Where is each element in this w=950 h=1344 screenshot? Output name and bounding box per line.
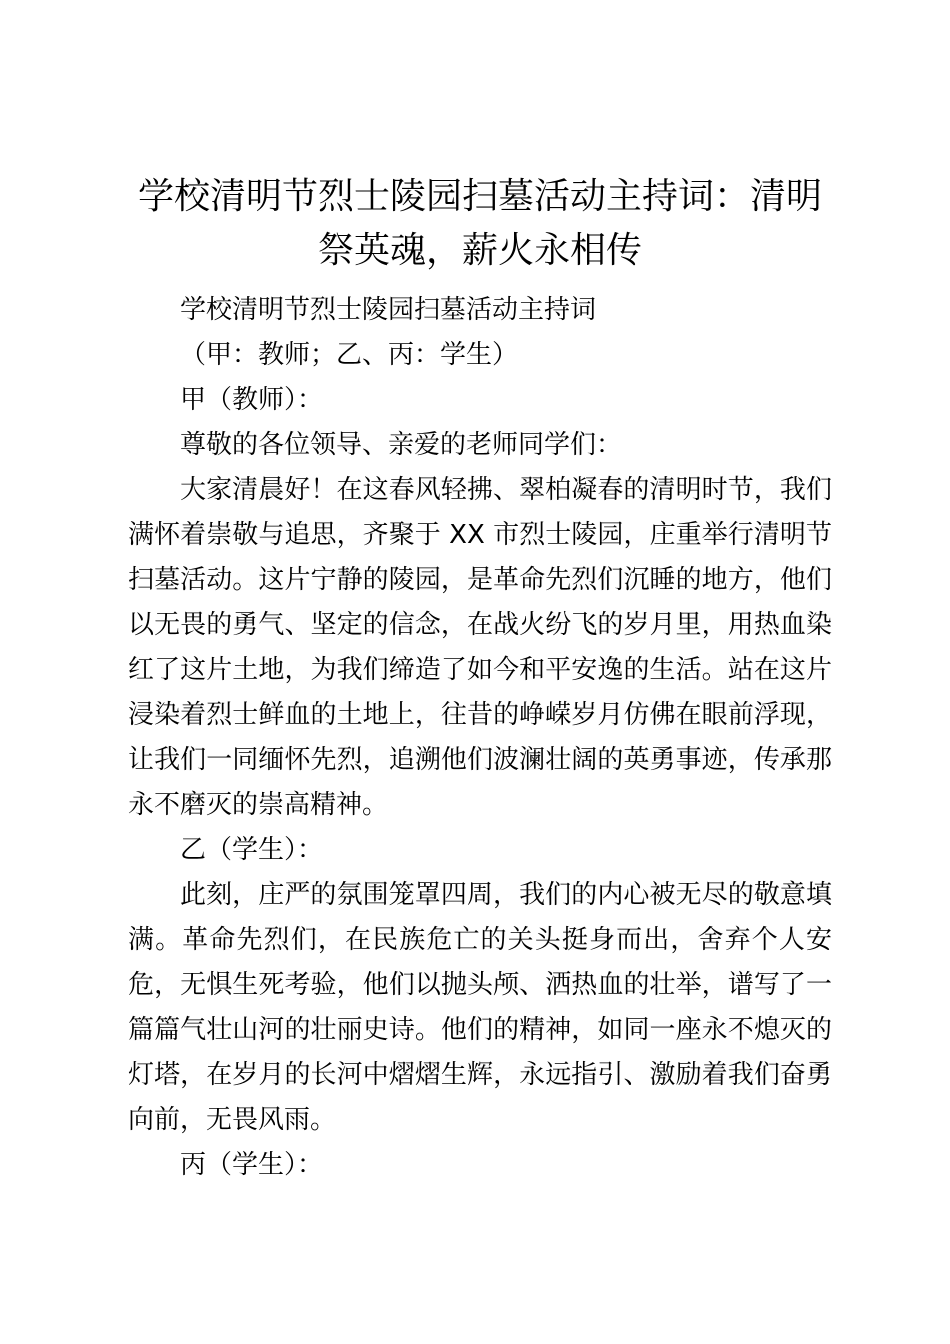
speech-paragraph-jia: 大家清晨好！在这春风轻拂、翠柏凝春的清明时节，我们满怀着崇敬与追思，齐聚于 XX 市烈士陵园，庄重举行清明节扫墓活动。这片宁静的陵园，是革命先烈们沉睡的地方，他们以无畏的勇气、坚定的信念，在战火纷飞的岁月里，用热血染红了这片土地，为我们缔造了如今和平安逸的生活。站在这片浸染着烈士鲜血的土地上，往昔的峥嵘岁月仿佛在眼前浮现，让我们一同缅怀先烈，追溯他们波澜壮阔的英勇事迹，传承那永不磨灭的崇高精神。 [128,475,832,820]
document-body [128,288,832,1188]
speaker-label-jia: 甲（教师）： [180,385,324,415]
document-page [128,170,832,1188]
document-title: 学校清明节烈士陵园扫墓活动主持词：清明祭英魂，薪火永相传 [137,176,822,271]
speaker-label-yi: 乙（学生）： [180,835,324,865]
speaker-label-bing: 丙（学生）： [180,1150,324,1180]
greeting-line: 尊敬的各位领导、亲爱的老师同学们： [180,430,623,460]
roles-note: （甲：教师；乙、丙：学生） [180,340,519,370]
speech-paragraph-yi: 此刻，庄严的氛围笼罩四周，我们的内心被无尽的敬意填满。革命先烈们，在民族危亡的关头挺身而出，舍弃个人安危，无惧生死考验，他们以抛头颅、洒热血的壮举，谱写了一篇篇气壮山河的壮丽史诗。他们的精神，如同一座永不熄灭的灯塔，在岁月的长河中熠熠生辉，永远指引、激励着我们奋勇向前，无畏风雨。 [128,880,832,1135]
subtitle-line: 学校清明节烈士陵园扫墓活动主持词 [180,295,597,325]
